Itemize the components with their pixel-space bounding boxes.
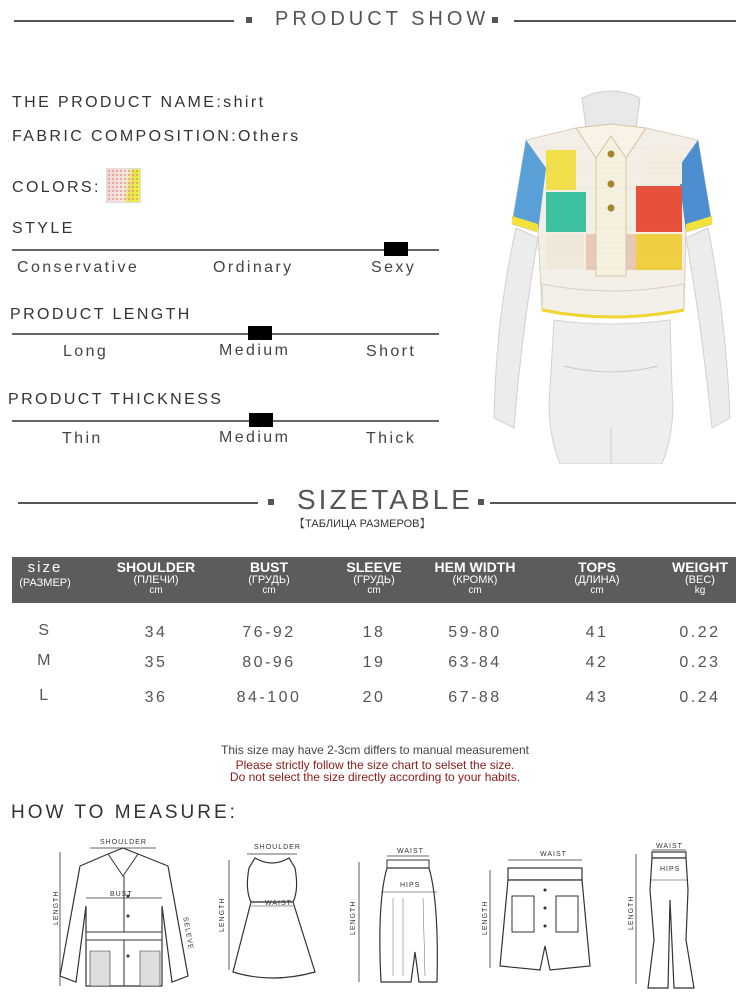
- skirt-measure-figure: [345, 842, 455, 990]
- length-label-short: Short: [366, 343, 417, 360]
- length-label-long: Long: [63, 343, 109, 360]
- jacket-bust-label: BUST: [110, 891, 133, 898]
- style-title: STYLE: [12, 220, 75, 237]
- thickness-title: PRODUCT THICKNESS: [8, 391, 224, 408]
- jacket-sleeve-label: SELEVE: [181, 916, 194, 951]
- product-show-title: PRODUCT SHOW: [275, 8, 490, 30]
- trousers-measure-figure: [624, 840, 704, 992]
- jacket-length-label: LENGTH: [53, 890, 60, 925]
- th-weight: WEIGHT (ВЕС) kg: [672, 559, 728, 597]
- product-name: THE PRODUCT NAME:shirt: [12, 94, 266, 111]
- thickness-label-medium: Medium: [219, 429, 291, 446]
- length-scale-line: [12, 333, 439, 335]
- dress-waist-label: WAIST: [265, 900, 292, 907]
- thickness-marker: [249, 413, 273, 427]
- fabric-composition: FABRIC COMPOSITION:Others: [12, 128, 301, 145]
- thickness-label-thick: Thick: [366, 430, 417, 447]
- colors-label: COLORS:: [12, 179, 101, 196]
- shorts-measure-figure: [478, 850, 604, 980]
- length-title: PRODUCT LENGTH: [10, 306, 192, 323]
- trousers-hips-label: HIPS: [660, 866, 681, 873]
- length-label-medium: Medium: [219, 342, 291, 359]
- style-label-ordinary: Ordinary: [213, 259, 294, 276]
- note-habits: Do not select the size directly according to your habits.: [229, 770, 521, 784]
- jacket-measure-figure: [50, 836, 200, 1000]
- shorts-waist-label: WAIST: [540, 851, 567, 858]
- skirt-hips-label: HIPS: [400, 882, 421, 889]
- note-follow-chart: Please strictly follow the size chart to selset the size.: [235, 758, 515, 772]
- style-label-sexy: Sexy: [371, 259, 417, 276]
- th-hem-width: HEM WIDTH (КРОМК) cm: [434, 559, 516, 597]
- sizetable-subtitle: 【ТАБЛИЦА РАЗМЕРОВ】: [294, 518, 431, 530]
- style-marker: [384, 242, 408, 256]
- th-shoulder: SHOULDER (ПЛЕЧИ) cm: [116, 559, 196, 597]
- dress-length-label: LENGTH: [219, 897, 226, 932]
- th-bust: BUST (ГРУДЬ) cm: [248, 559, 290, 597]
- dress-measure-figure: [215, 840, 325, 984]
- trousers-length-label: LENGTH: [628, 895, 635, 930]
- th-size: size (РАЗМЕР): [19, 559, 71, 589]
- style-scale-line: [12, 249, 439, 251]
- product-photo: [486, 88, 736, 464]
- sizetable-title: SIZETABLE: [297, 484, 473, 515]
- color-swatch[interactable]: [106, 168, 141, 203]
- thickness-label-thin: Thin: [62, 430, 103, 447]
- shorts-length-label: LENGTH: [482, 900, 489, 935]
- note-measurement: This size may have 2-3cm differs to manual measurement: [221, 743, 529, 757]
- th-sleeve: SLEEVE (ГРУДЬ) cm: [346, 559, 402, 597]
- trousers-waist-label: WAIST: [656, 843, 683, 850]
- how-to-measure-title: HOW TO MEASURE:: [11, 802, 238, 823]
- th-tops: TOPS (ДЛИНА) cm: [574, 559, 620, 597]
- length-marker: [248, 326, 272, 340]
- skirt-length-label: LENGTH: [350, 900, 357, 935]
- skirt-waist-label: WAIST: [397, 848, 424, 855]
- jacket-shoulder-label: SHOULDER: [100, 839, 147, 846]
- style-label-conservative: Conservative: [17, 259, 140, 276]
- thickness-scale-line: [12, 420, 439, 422]
- dress-shoulder-label: SHOULDER: [254, 844, 301, 851]
